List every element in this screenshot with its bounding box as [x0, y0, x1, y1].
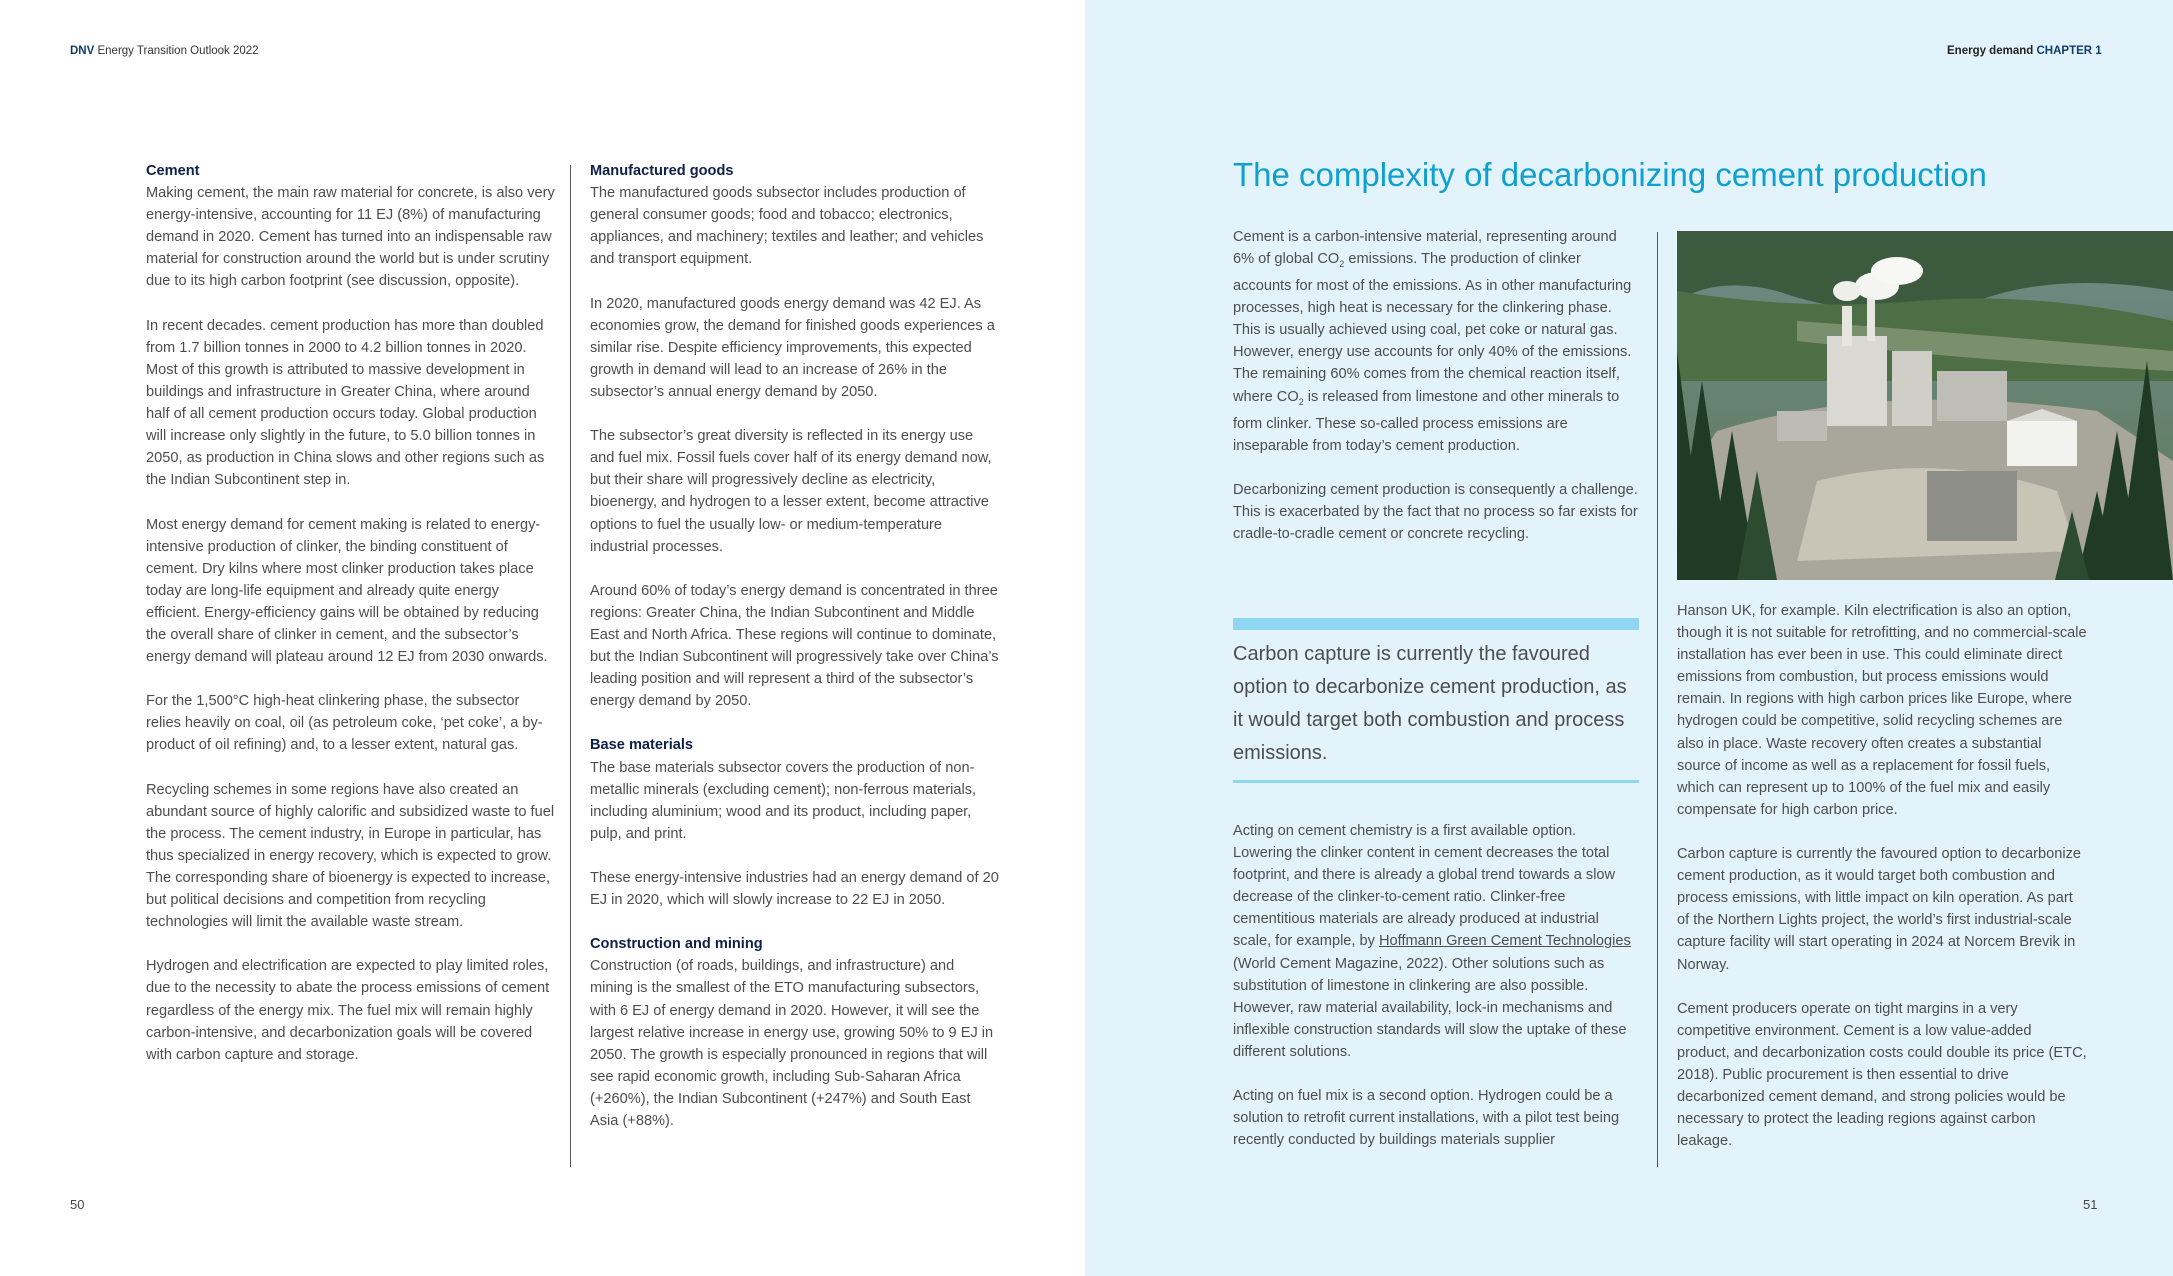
pull-quote: Carbon capture is currently the favoured option to decarbonize cement production, as it would target both combustion and process emissions. [1233, 643, 1627, 764]
paragraph: In recent decades. cement production has more than doubled from 1.7 billion tonnes in 2000 to 4.2 billion tonnes in 2020. Most of this growth is attributed to massive development in buildings and infrastructure in Greater China, where around half of all cement production occurs today. Global production will increase only slightly in the future, to 5.0 billion tonnes in 2050, as production in China slows and other regions such as the Indian Subcontinent step in. [146, 317, 545, 489]
heading-base-materials: Base materials [590, 737, 694, 754]
page-number-left: 50 [70, 1197, 85, 1212]
paragraph: Cement producers operate on tight margins in a very competitive environment. Cement is a low value-added product, and decarbonization costs could double its price (ETC, 2018). Public procurement is then essential to drive decarbonized cement demand, and strong policies would be necessary to protect the leading regions against carbon leakage. [1677, 1000, 2087, 1150]
heading-cement: Cement [146, 163, 200, 179]
pull-quote-bar [1233, 618, 1639, 630]
column-cement [146, 160, 556, 1088]
paragraph: Most energy demand for cement making is related to energy-intensive production of clinker, the binding constituent of cement. Dry kilns where most clinker production takes place today are long-life equipment and already quite energy efficient. Energy-efficiency gains will be obtained by reducing the overall share of clinker in cement, and the subsector’s energy demand will plateau around 12 EJ from 2030 onwards. [146, 516, 548, 666]
paragraph: Around 60% of today’s energy demand is concentrated in three regions: Greater China, the Indian Subcontinent and Middle East and North Africa. These regions will continue to dominate, but the Indian Subcontinent will progressively take over China’s leading position and will represent a third of the subsector’s energy demand by 2050. [590, 582, 999, 710]
feature-title: The complexity of decarbonizing cement production [1233, 156, 1987, 193]
section-label: Energy demand [1947, 45, 2034, 57]
right-header [1947, 45, 2102, 57]
paragraph: Construction (of roads, buildings, and infrastructure) and mining is the smallest of the ETO manufacturing subsectors, with 6 EJ of energy demand in 2020. However, it will see the largest relative increase in energy use, growing 50% to 9 EJ in 2050. The growth is especially pronounced in regions that will see rapid economic growth, including Sub-Saharan Africa (+260%), the Indian Subcontinent (+247%) and South East Asia (+88%). [590, 958, 994, 1130]
paragraph: Hanson UK, for example. Kiln electrification is also an option, though it is not suitable for retrofitting, and no commercial-scale installation has ever been in use. This could eliminate direct emissions from combustion, but process emissions would remain. In regions with high carbon prices like Europe, where hydrogen could be competitive, solid recycling schemes are also in place. Waste recovery often creates a substantial source of income as well as a replacement for fossil fuels, which can represent up to 100% of the fuel mix and easily compensate for high carbon price. [1677, 603, 2087, 818]
hoffmann-link[interactable]: Hoffmann Green Cement Technologies [1379, 933, 1631, 950]
brand-logo-text: DNV [70, 45, 95, 57]
paragraph: Hydrogen and electrification are expected to play limited roles, due to the necessity to abate the process emissions of cement regardless of the energy mix. The fuel mix will remain highly carbon-intensive, and decarbonization goals will be covered with carbon capture and storage. [146, 958, 550, 1063]
publication-title: Energy Transition Outlook 2022 [97, 45, 259, 57]
page-number-right: 51 [2083, 1197, 2098, 1212]
chemistry-paragraph: Acting on cement chemistry is a first available option. Lowering the clinker content in cement decreases the total footprint, and there is already a global trend towards a slow decrease of the clinker-to-cement ratio. Clinker-free cementitious materials are already produced at industrial scale, for example, by Hoffmann Green Cement Technologies (World Cement Magazine, 2022). Other solutions such as substitution of limestone in clinkering are also possible. However, raw material availability, lock-in mechanisms and inflexible construction standards will slow the uptake of these different solutions. [1233, 823, 1631, 1060]
paragraph: Recycling schemes in some regions have also created an abundant source of highly calorific and subsidized waste to fuel the process. The cement industry, in Europe in particular, has thus specialized in energy recovery, which is expected to grow. The corresponding share of bioenergy is expected to increase, but political decisions and competition from recycling technologies will limit the available waste stream. [146, 781, 555, 931]
cement-plant-photo [1677, 231, 2173, 580]
feature-continued [1677, 600, 2087, 1174]
left-header [70, 45, 259, 57]
feature-options [1233, 820, 1639, 1174]
feature-intro [1233, 226, 1639, 567]
paragraph: In 2020, manufactured goods energy demand was 42 EJ. As economies grow, the demand for finished goods experiences a similar rise. Despite efficiency improvements, this expected growth in demand will lead to an increase of 26% in the subsector’s annual energy demand by 2050. [590, 295, 995, 400]
feature-column-divider [1657, 232, 1658, 1167]
intro-paragraph: Decarbonizing cement production is consequently a challenge. This is exacerbated by the fact that no process so far exists for cradle-to-cradle cement or concrete recycling. [1233, 481, 1638, 543]
paragraph: The base materials subsector covers the production of non-metallic minerals (excluding cement); non-ferrous materials, including aluminium; wood and its product, including paper, pulp, and print. [590, 759, 977, 842]
paragraph: The manufactured goods subsector includes production of general consumer goods; food and tobacco; electronics, appliances, and machinery; textiles and leather; and vehicles and transport equipment. [590, 185, 984, 268]
chapter-label: CHAPTER 1 [2036, 45, 2102, 57]
column-subsectors [590, 160, 1000, 1154]
pull-quote-rule [1233, 780, 1639, 783]
fuel-paragraph: Acting on fuel mix is a second option. Hydrogen could be a solution to retrofit current installations, with a pilot test being recently conducted by buildings materials supplier [1233, 1088, 1620, 1149]
heading-construction-mining: Construction and mining [590, 936, 763, 953]
heading-manufactured-goods: Manufactured goods [590, 163, 734, 179]
intro-paragraph: Cement is a carbon-intensive material, representing around 6% of global $CO_2$ emissions. The production of clinker accounts for most of the emissions. As in other manufacturing processes, high heat is necessary for the clinkering phase. This is usually achieved using coal, pet coke or natural gas. However, energy use accounts for only 40% of the emissions. The remaining 60% comes from the chemical reaction itself, where $CO_2$ is released from limestone and other minerals to form clinker. These so-called process emissions are inseparable from today’s cement production. [1233, 229, 1632, 454]
paragraph: Making cement, the main raw material for concrete, is also very energy-intensive, accounting for 11 EJ (8%) of manufacturing demand in 2020. Cement has turned into an indispensable raw material for construction around the world but is under scrutiny due to its high carbon footprint (see discussion, opposite). [146, 185, 555, 290]
paragraph: These energy-intensive industries had an energy demand of 20 EJ in 2020, which will slowly increase to 22 EJ in 2050. [590, 870, 999, 909]
column-divider [570, 165, 571, 1167]
paragraph: Carbon capture is currently the favoured option to decarbonize cement production, as it would target both combustion and process emissions, with little impact on kiln operation. As part of the Northern Lights project, the world’s first industrial-scale capture facility will start operating in 2024 at Norcem Brevik in Norway. [1677, 846, 2082, 973]
paragraph: For the 1,500°C high-heat clinkering phase, the subsector relies heavily on coal, oil (as petroleum coke, ‘pet coke’, a by-product of oil refining) and, to a lesser extent, natural gas. [146, 693, 543, 754]
paragraph: The subsector’s great diversity is reflected in its energy use and fuel mix. Fossil fuels cover half of its energy demand now, but their share will progressively decline as electricity, bioenergy, and hydrogen to a lesser extent, become attractive options to fuel the usually low- or medium-temperature industrial processes. [590, 428, 992, 555]
